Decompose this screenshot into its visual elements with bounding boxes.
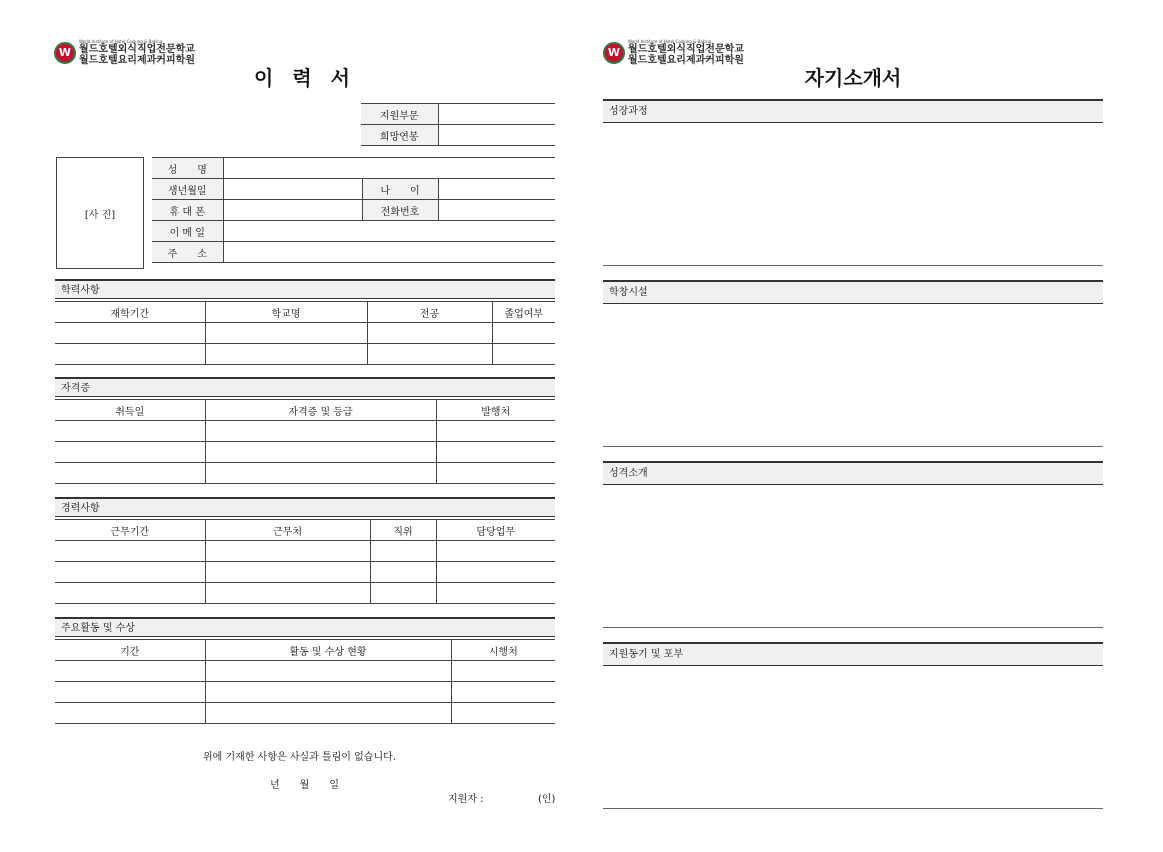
table-cell[interactable] <box>55 562 205 583</box>
table-cell[interactable] <box>436 541 555 562</box>
resume-title: 이 력 서 <box>254 66 356 90</box>
photo-box[interactable] <box>56 157 144 269</box>
birth-label: 생년월일 <box>152 179 223 200</box>
school-logo-right <box>603 39 744 66</box>
intro-section-motivation: 지원동기 및 포부 <box>603 642 1103 666</box>
section-divider <box>603 808 1103 809</box>
table-cell[interactable] <box>436 463 555 484</box>
apply-field-label: 지원부문 <box>361 104 438 125</box>
table-cell[interactable] <box>451 661 555 682</box>
date-line: 년 월 일 <box>270 780 339 791</box>
personal-table <box>152 157 555 263</box>
table-cell[interactable] <box>205 344 367 365</box>
section-divider <box>603 265 1103 266</box>
table-row <box>55 583 555 604</box>
seal-label: (인) <box>538 794 556 805</box>
w-logo-icon: W <box>54 42 76 64</box>
table-cell[interactable] <box>492 323 555 344</box>
table-row <box>55 463 555 484</box>
table-cell[interactable] <box>205 583 370 604</box>
table-cell[interactable] <box>55 421 205 442</box>
birth-value[interactable] <box>223 179 362 200</box>
email-label: 이 메 일 <box>152 221 223 242</box>
table-row <box>55 442 555 463</box>
career-header-company: 근무처 <box>205 520 370 541</box>
license-table <box>55 399 555 484</box>
table-cell[interactable] <box>436 562 555 583</box>
name-value[interactable] <box>223 158 555 179</box>
declaration-text: 위에 기재한 사항은 사실과 틀림이 없습니다. <box>203 752 396 763</box>
edu-header-period: 재학기간 <box>55 302 205 323</box>
phone-value[interactable] <box>438 200 555 221</box>
name-label: 성 명 <box>152 158 223 179</box>
logo-line-2: 월드호텔요리제과커피학원 <box>79 55 195 66</box>
license-header-name: 자격증 및 등급 <box>205 400 436 421</box>
table-row <box>55 682 555 703</box>
edu-header-graduation: 졸업여부 <box>492 302 555 323</box>
address-value[interactable] <box>223 242 555 263</box>
applicant-label: 지원자 : <box>448 794 484 805</box>
table-cell[interactable] <box>55 541 205 562</box>
section-divider <box>603 446 1103 447</box>
logo-line-1: 월드호텔외식직업전문학교 <box>628 44 744 55</box>
table-cell[interactable] <box>55 703 205 724</box>
license-header-issuer: 발행처 <box>436 400 555 421</box>
phone-label: 전화번호 <box>362 200 438 221</box>
table-cell[interactable] <box>492 344 555 365</box>
table-cell[interactable] <box>55 442 205 463</box>
license-header-date: 취득일 <box>55 400 205 421</box>
intro-title: 자기소개서 <box>804 66 902 90</box>
edu-header-school: 학교명 <box>205 302 367 323</box>
license-section-title: 자격증 <box>55 377 555 397</box>
career-header-duty: 담당업무 <box>436 520 555 541</box>
activity-section-title: 주요활동 및 수상 <box>55 617 555 637</box>
table-cell[interactable] <box>55 344 205 365</box>
apply-field-value[interactable] <box>438 104 555 125</box>
career-section-title: 경력사항 <box>55 497 555 517</box>
table-row <box>55 703 555 724</box>
table-row <box>55 541 555 562</box>
photo-label: [사 진] <box>84 209 116 221</box>
career-header-position: 직위 <box>370 520 436 541</box>
intro-section-personality: 성격소개 <box>603 461 1103 485</box>
table-cell[interactable] <box>55 682 205 703</box>
table-cell[interactable] <box>367 323 492 344</box>
activity-table <box>55 639 555 724</box>
logo-line-1: 월드호텔외식직업전문학교 <box>79 44 195 55</box>
table-cell[interactable] <box>205 562 370 583</box>
age-value[interactable] <box>438 179 555 200</box>
logo-english: World Institute of Hotel Cooking & Baking <box>79 39 163 44</box>
table-cell[interactable] <box>205 541 370 562</box>
section-divider <box>603 627 1103 628</box>
table-cell[interactable] <box>205 703 451 724</box>
address-label: 주 소 <box>152 242 223 263</box>
salary-label: 희망연봉 <box>361 125 438 146</box>
table-cell[interactable] <box>367 344 492 365</box>
table-row <box>55 323 555 344</box>
table-cell[interactable] <box>370 562 436 583</box>
table-cell[interactable] <box>205 421 436 442</box>
activity-header-period: 기간 <box>55 640 205 661</box>
apply-table <box>361 103 555 146</box>
table-cell[interactable] <box>55 323 205 344</box>
table-cell[interactable] <box>55 583 205 604</box>
education-section-title: 학력사항 <box>55 279 555 299</box>
edu-header-major: 전공 <box>367 302 492 323</box>
school-logo-left <box>54 39 195 66</box>
table-cell[interactable] <box>55 661 205 682</box>
table-cell[interactable] <box>205 661 451 682</box>
table-cell[interactable] <box>436 442 555 463</box>
logo-line-2: 월드호텔요리제과커피학원 <box>628 55 744 66</box>
education-table <box>55 301 555 365</box>
table-cell[interactable] <box>205 682 451 703</box>
salary-value[interactable] <box>438 125 555 146</box>
table-cell[interactable] <box>55 463 205 484</box>
table-cell[interactable] <box>370 541 436 562</box>
table-cell[interactable] <box>205 442 436 463</box>
table-cell[interactable] <box>205 323 367 344</box>
logo-english: World Institute of Hotel Cooking & Baking <box>628 39 712 44</box>
table-row <box>55 344 555 365</box>
w-logo-icon: W <box>603 42 625 64</box>
intro-section-growth: 성장과정 <box>603 99 1103 123</box>
mobile-value[interactable] <box>223 200 362 221</box>
table-cell[interactable] <box>205 463 436 484</box>
activity-header-status: 활동 및 수상 현황 <box>205 640 451 661</box>
table-cell[interactable] <box>451 682 555 703</box>
email-value[interactable] <box>223 221 555 242</box>
activity-header-host: 시행처 <box>451 640 555 661</box>
table-row <box>55 562 555 583</box>
table-row <box>55 421 555 442</box>
table-row <box>55 661 555 682</box>
age-label: 나 이 <box>362 179 438 200</box>
table-cell[interactable] <box>451 703 555 724</box>
table-cell[interactable] <box>370 583 436 604</box>
intro-section-school-life: 학창시설 <box>603 280 1103 304</box>
table-cell[interactable] <box>436 583 555 604</box>
mobile-label: 휴 대 폰 <box>152 200 223 221</box>
table-cell[interactable] <box>436 421 555 442</box>
career-table <box>55 519 555 604</box>
career-header-period: 근무기간 <box>55 520 205 541</box>
